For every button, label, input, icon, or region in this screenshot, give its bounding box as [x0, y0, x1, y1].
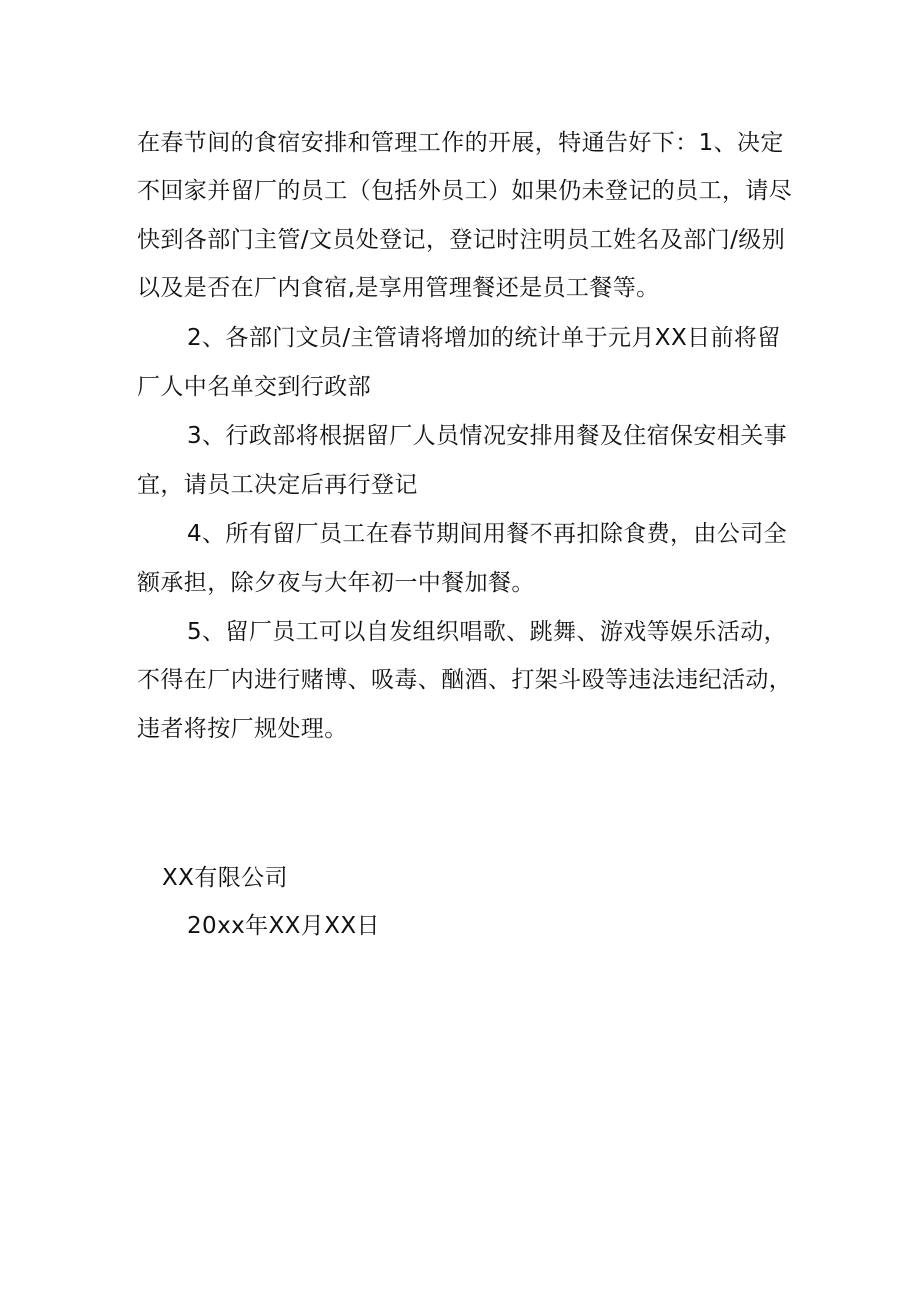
- paragraph-5-line-2: 不得在厂内进行赌博、吸毒、酗酒、打架斗殴等违法违纪活动，: [137, 667, 793, 693]
- paragraph-1-line-3: 快到各部门主管/文员处登记，登记时注明员工姓名及部门/级别: [137, 227, 786, 253]
- paragraph-5-line-1: 5、留厂员工可以自发组织唱歌、跳舞、游戏等娱乐活动，: [187, 619, 788, 645]
- paragraph-1-line-1: 在春节间的食宿安排和管理工作的开展，特通告好下：1、决定: [137, 130, 784, 156]
- signature-date: 20xx年XX月XX日: [187, 913, 380, 939]
- paragraph-1-line-4: 以及是否在厂内食宿,是享用管理餐还是员工餐等。: [137, 275, 660, 301]
- paragraph-5-line-3: 违者将按厂规处理。: [137, 716, 348, 742]
- paragraph-1-line-2: 不回家并留厂的员工（包括外员工）如果仍未登记的员工，请尽: [137, 178, 793, 204]
- paragraph-3-line-1: 3、行政部将根据留厂人员情况安排用餐及住宿保安相关事: [187, 423, 788, 449]
- paragraph-2-line-1: 2、各部门文员/主管请将增加的统计单于元月XX日前将留: [187, 325, 781, 351]
- signature-company: XX有限公司: [162, 865, 288, 891]
- paragraph-2-line-2: 厂人中名单交到行政部: [137, 374, 371, 400]
- paragraph-4-line-1: 4、所有留厂员工在春节期间用餐不再扣除食费，由公司全: [187, 521, 788, 547]
- paragraph-4-line-2: 额承担，除夕夜与大年初一中餐加餐。: [137, 570, 535, 596]
- paragraph-3-line-2: 宜，请员工决定后再行登记: [137, 472, 418, 498]
